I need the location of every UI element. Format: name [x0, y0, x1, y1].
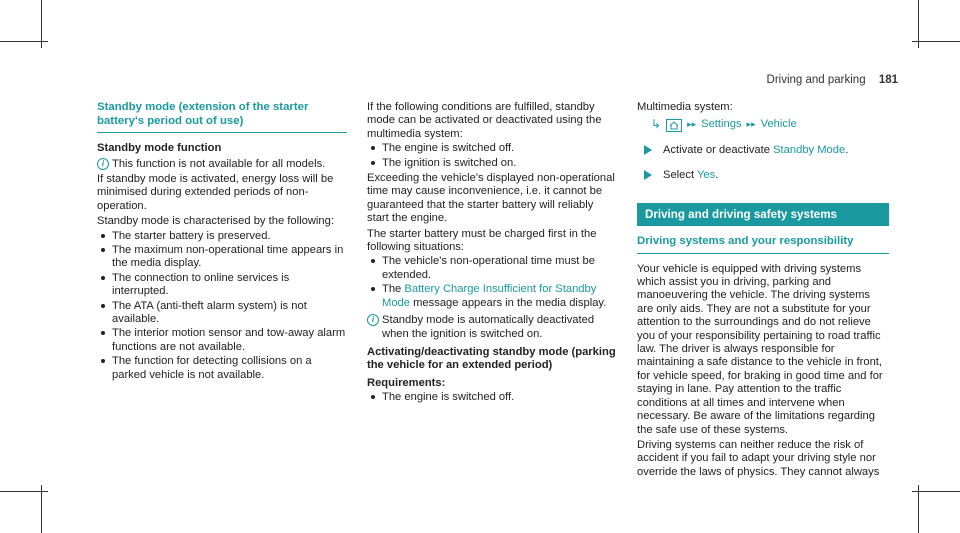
- list-item-text: message appears in the media display.: [413, 296, 607, 309]
- subheading: Standby mode function: [97, 142, 222, 155]
- list-item: The ignition is switched on.: [367, 157, 617, 170]
- menu-option-yes: Yes: [697, 169, 716, 182]
- paragraph: Your vehicle is equipped with driving systems which assist you in driving, parking and manoeuvering the vehicle. The driving systems are only aids. They are not a substitute for your attention to the surroundings and do not relieve you of your responsibility pertaining to road traffic law. The driver is always responsible for maintaining a safe distance to the vehicle in front, for vehicle speed, for braking in good time and for staying in lane. Pay attention to the traffic conditions at all times and intervene when necessary. Be aware of the limitations regarding the safe use of these systems.: [637, 262, 883, 436]
- page-number: 181: [878, 74, 898, 86]
- subheading: Activating/deactivating standby mode (parking the vehicle for an extended period): [367, 345, 616, 372]
- return-arrow-icon: ↳: [651, 117, 662, 132]
- menu-option-standby-mode: Standby Mode: [773, 143, 846, 156]
- step-text: .: [715, 169, 719, 182]
- list-item: The engine is switched off.: [367, 142, 617, 155]
- home-icon: [666, 119, 682, 132]
- step-text: .: [845, 143, 849, 156]
- note-text: This function is not available for all models.: [112, 157, 326, 170]
- step-arrow-icon: [644, 170, 652, 180]
- step-arrow-icon: [644, 145, 652, 155]
- list-item: The interior motion sensor and tow-away alarm functions are not available.: [97, 327, 347, 354]
- info-icon: i: [97, 158, 109, 170]
- crop-mark: [918, 485, 919, 533]
- step-text: Select: [663, 169, 695, 182]
- right-column: [637, 101, 889, 479]
- instruction-step: [637, 144, 889, 157]
- crop-mark: [912, 41, 960, 42]
- bullet-list: [97, 230, 347, 382]
- paragraph: Driving systems can neither reduce the risk of accident if you fail to adapt your driving style nor override the laws of physics. They cannot always: [637, 438, 880, 478]
- bullet-list: [367, 255, 617, 310]
- section-heading: Driving systems and your responsibility: [637, 235, 889, 254]
- list-item: [367, 283, 617, 310]
- info-note: [97, 158, 347, 171]
- crop-mark: [0, 491, 48, 492]
- menu-item-vehicle: Vehicle: [760, 118, 797, 131]
- chevron-right-icon: ▸▸: [746, 119, 756, 130]
- crop-mark: [0, 41, 48, 42]
- menu-message-link: Battery Charge Insufficient for Standby Mode: [382, 283, 597, 309]
- bullet-list: [367, 391, 617, 404]
- list-item: The ATA (anti-theft alarm system) is not available.: [97, 300, 347, 327]
- bullet-list: [367, 142, 617, 170]
- list-item: The maximum non-operational time appears in the media display.: [97, 244, 347, 271]
- menu-path: [637, 118, 889, 131]
- paragraph: The starter battery must be charged first in the following situations:: [367, 227, 597, 254]
- middle-column: [367, 101, 617, 405]
- paragraph: If the following conditions are fulfilled, standby mode can be activated or deactivated using the multimedia system:: [367, 101, 602, 140]
- crop-mark: [41, 485, 42, 533]
- paragraph: Multimedia system:: [637, 101, 733, 113]
- running-header: [767, 74, 898, 86]
- crop-mark: [912, 491, 960, 492]
- requirements-label: Requirements:: [367, 376, 446, 389]
- step-text: Activate or deactivate: [663, 143, 770, 156]
- section-heading: Standby mode (extension of the starter battery's period out of use): [97, 101, 347, 133]
- list-item: The function for detecting collisions on a parked vehicle is not available.: [97, 355, 347, 382]
- paragraph: Exceeding the vehicle's displayed non-operational time may cause inconvenience, i.e. it cannot be guaranteed that the starter battery will reliably start the engine.: [367, 172, 615, 225]
- paragraph: If standby mode is activated, energy loss will be minimised during extended periods of non-operation.: [97, 173, 334, 212]
- list-item: The starter battery is preserved.: [97, 230, 347, 243]
- list-item: The vehicle's non-operational time must be extended.: [367, 255, 617, 282]
- left-column: [97, 101, 347, 382]
- menu-item-settings: Settings: [701, 118, 742, 131]
- list-item-text: The: [382, 283, 402, 296]
- list-item: The engine is switched off.: [367, 391, 617, 404]
- paragraph: Standby mode is characterised by the following:: [97, 215, 334, 228]
- note-text: Standby mode is automatically deactivated when the ignition is switched on.: [382, 314, 595, 340]
- section-title: Driving and parking: [766, 74, 866, 86]
- instruction-step: [637, 169, 889, 182]
- info-icon: i: [367, 314, 379, 326]
- chevron-right-icon: ▸▸: [687, 119, 697, 130]
- list-item: The connection to online services is interrupted.: [97, 272, 347, 299]
- chapter-banner: Driving and driving safety systems: [637, 203, 889, 226]
- info-note: [367, 314, 617, 341]
